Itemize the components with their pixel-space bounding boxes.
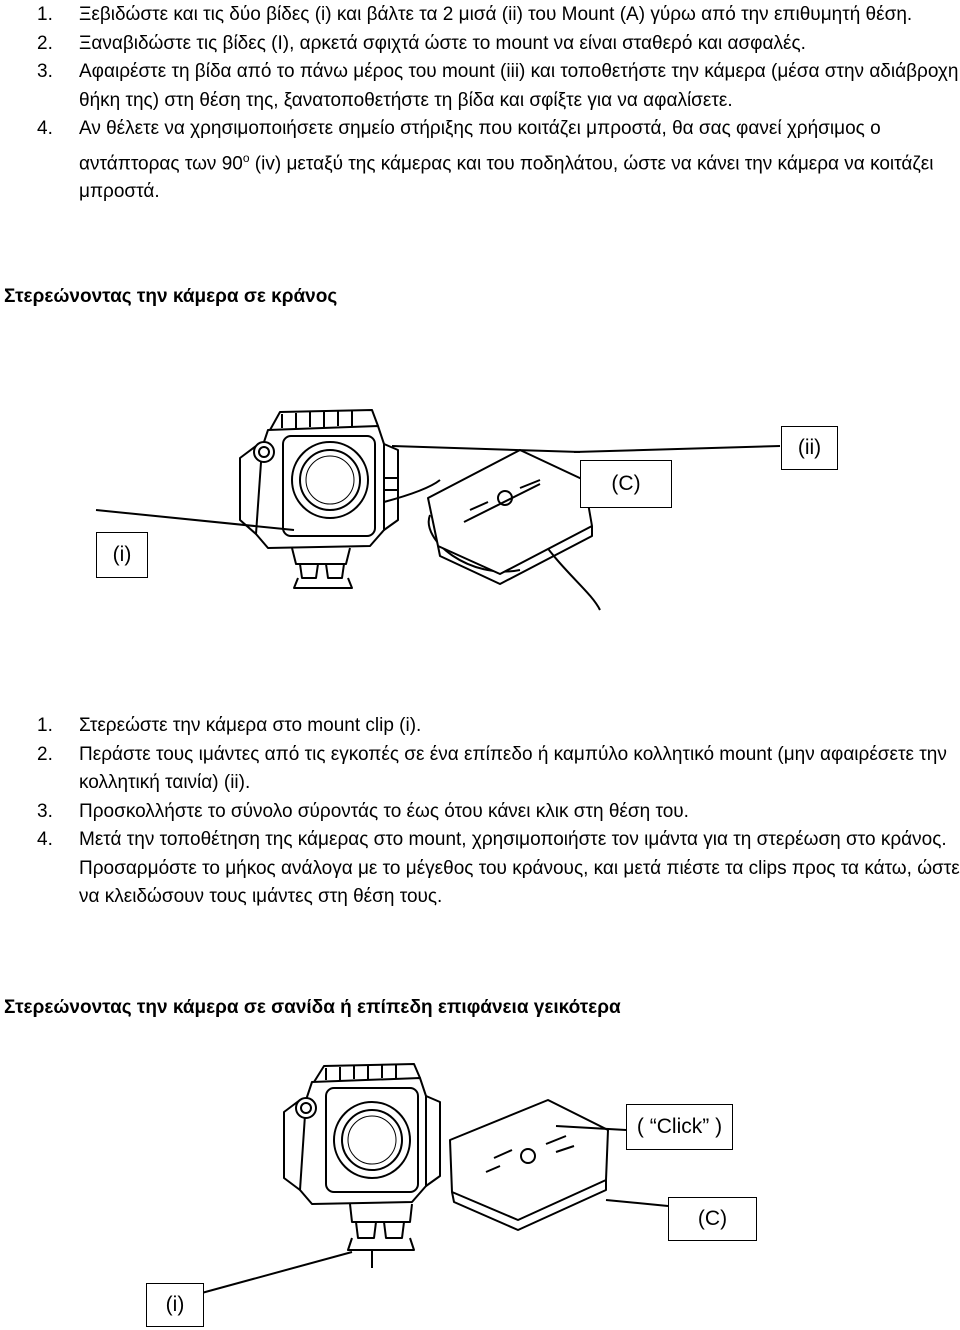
list-item [0, 741, 960, 798]
helmet-steps-list [0, 712, 960, 912]
step-number: 3. [37, 61, 53, 82]
list-item [0, 798, 960, 827]
step-number: 2. [37, 32, 53, 54]
step-text: Ξαναβιδώστε τις βίδες (I), αρκετά σφιχτά ώστε το mount να είναι σταθερό και ασφαλές. [79, 32, 806, 54]
step-number: 3. [37, 800, 53, 822]
step-text: Ξεβιδώστε και τις δύο βίδες (i) και βάλτε τα 2 μισά (ii) του Mount (A) γύρω από την επιθυμητή θέση. [79, 4, 913, 25]
list-item [0, 1, 960, 30]
step-number: 1. [37, 715, 53, 736]
degree-superscript: o [242, 150, 250, 165]
figure-label-i: (i) [96, 532, 148, 578]
section-heading-board: Στερεώνοντας την κάμερα σε σανίδα ή επίπεδη επιφάνεια γεικότερα [4, 997, 621, 1018]
figure-label-i: (i) [146, 1283, 204, 1327]
step-number: 4. [37, 118, 53, 139]
step-number: 1. [37, 4, 53, 25]
step-number: 4. [37, 829, 53, 850]
list-item [0, 115, 960, 207]
list-item [0, 30, 960, 59]
figure-label-c: (C) [580, 460, 672, 508]
board-mount-illustration [0, 1060, 960, 1330]
step-text: Προσκολλήστε το σύνολο σύροντάς το έως ότου κάνει κλικ στη θέση του. [79, 800, 689, 822]
mount-steps-list [0, 1, 960, 207]
step-text: Αν θέλετε να χρησιμοποιήσετε σημείο στήριξης που κοιτάζει μπροστά, θα σας φανεί χρήσιμος ο αντάπτορας των 90 [79, 118, 881, 174]
step-text: Περάστε τους ιμάντες από τις εγκοπές σε ένα επίπεδο ή καμπύλο κολλητικό mount (μην αφαιρέσετε την κολλητική ταινία) (ii). [79, 743, 947, 793]
step-text: Στερεώστε την κάμερα στο mount clip (i). [79, 715, 422, 736]
figure-label-click: ( “Click” ) [626, 1104, 733, 1150]
list-item [0, 58, 960, 115]
list-item [0, 712, 960, 741]
figure-label-ii: (ii) [781, 426, 838, 470]
section-heading-helmet: Στερεώνοντας την κάμερα σε κράνος [4, 286, 338, 307]
list-item [0, 826, 960, 912]
step-text: Αφαιρέστε τη βίδα από το πάνω μέρος του mount (iii) και τοποθετήστε την κάμερα (μέσα στην αδιάβροχη θήκη της) στη θέση της, ξανατοποθετήστε τη βίδα και σφίξτε για να αφαλίσετε. [79, 61, 959, 111]
step-number: 2. [37, 743, 53, 765]
figure-label-c: (C) [668, 1197, 757, 1241]
step-text: Μετά την τοποθέτηση της κάμερας στο mount, χρησιμοποιήστε τον ιμάντα για τη στερέωση στο κράνος. Προσαρμόστε το μήκος ανάλογα με το μέγεθος του κράνους, και μετά πιέστε τα clips προς τα κάτω, ώστε να κλειδώσουν τους ιμάντες στη θέση τους. [79, 829, 960, 907]
step-text: (iv) μεταξύ της κάμερας και του ποδηλάτου, ώστε να κάνει την κάμερα να κοιτάζει μπροστά. [79, 152, 934, 203]
